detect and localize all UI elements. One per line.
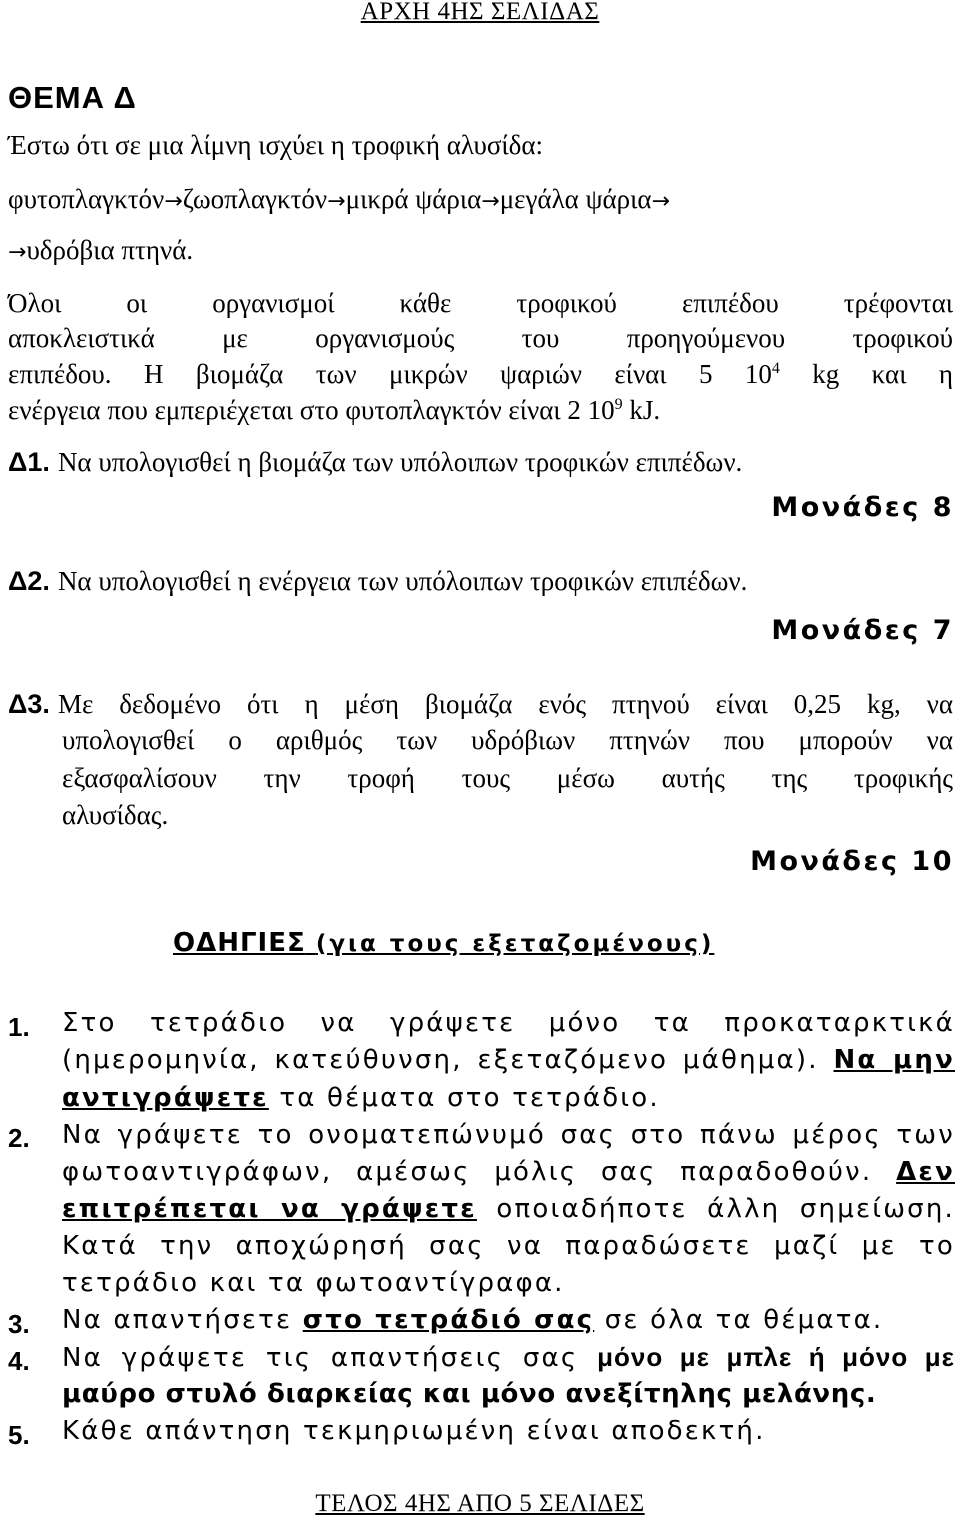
question-text: Να υπολογισθεί η ενέργεια των υπόλοιπων τροφικών επιπέδων. (57, 566, 748, 596)
instruction-5-line: Κάθε απάντηση τεκμηριωμένη είναι αποδεκτή. (62, 1416, 766, 1446)
question-label: Δ1. (8, 447, 50, 477)
instruction-number: 3. (8, 1309, 30, 1339)
question-d2 (8, 563, 747, 599)
instruction-2-line (62, 1154, 955, 1191)
food-chain-line-1 (8, 181, 670, 220)
paragraph-line (8, 356, 953, 392)
instruction-text: Να απαντήσετε (62, 1305, 303, 1335)
instruction-4-line (62, 1339, 955, 1377)
chain-item: υδρόβια πτηνά. (26, 235, 194, 265)
instruction-text: (ημερομηνία, κατεύθυνση, εξεταζόμενο μάθημα). (62, 1045, 834, 1075)
paragraph-text: ενέργεια που εμπεριέχεται στο φυτοπλαγκτόν είναι 2 10 (8, 395, 615, 425)
chain-item: φυτοπλαγκτόν (8, 184, 165, 214)
instructions-subtitle: (για τους εξεταζομένους) (315, 931, 715, 957)
instructions-heading: ΟΔΗΓΙΕΣ (173, 928, 306, 958)
instruction-number: 4. (8, 1346, 30, 1376)
instruction-text: φωτοαντιγράφων, αμέσως μόλις σας παραδοθούν. (62, 1157, 897, 1187)
food-chain-line-2 (8, 232, 193, 271)
instruction-4-line: μαύρο στυλό διαρκείας και μόνο ανεξίτηλης μελάνης. (62, 1379, 877, 1409)
points-d2: Μονάδες 7 (771, 615, 954, 646)
paragraph-text: kJ. (622, 395, 661, 425)
paragraph-line: αποκλειστικά με οργανισμούς του προηγούμενου τροφικού (8, 323, 953, 353)
question-text: εξασφαλίσουν την τροφή τους μέσω αυτής της τροφικής (62, 763, 953, 793)
points-d1: Μονάδες 8 (771, 492, 954, 523)
arrow-right-icon: → (8, 240, 27, 265)
arrow-right-icon: → (651, 189, 670, 214)
question-text: υπολογισθεί ο αριθμός των υδρόβιων πτηνών που μπορούν να (62, 725, 953, 755)
instruction-3-line (62, 1302, 955, 1339)
paragraph-text: kg και η (779, 359, 953, 389)
instruction-emphasis: αντιγράψετε (62, 1083, 269, 1113)
question-label: Δ3. (8, 689, 50, 719)
question-d3 (8, 686, 953, 722)
question-label: Δ2. (8, 566, 50, 596)
instruction-number: 2. (8, 1123, 30, 1153)
instruction-emphasis: επιτρέπεται να γράψετε (62, 1194, 477, 1224)
page-header: ΑΡΧΗ 4ΗΣ ΣΕΛΙΔΑΣ (360, 0, 600, 25)
instruction-1-line (62, 1080, 955, 1117)
instruction-emphasis: Να μην (833, 1045, 955, 1075)
intro-line: Έστω ότι σε μια λίμνη ισχύει η τροφική αλυσίδα: (8, 130, 544, 160)
instruction-1-line: Στο τετράδιο να γράψετε μόνο τα προκαταρκτικά (62, 1008, 955, 1038)
instruction-text: σε όλα τα θέματα. (594, 1305, 884, 1335)
instruction-1-line (62, 1042, 955, 1079)
instruction-text: τα θέματα στο τετράδιο. (268, 1083, 660, 1113)
question-text: Να υπολογισθεί η βιομάζα των υπόλοιπων τροφικών επιπέδων. (57, 447, 743, 477)
instruction-number: 1. (8, 1012, 30, 1042)
instruction-2-line: Να γράψετε το ονοματεπώνυμό σας στο πάνω μέρος των (62, 1120, 955, 1150)
paragraph-line (8, 392, 660, 428)
question-text: Με δεδομένο ότι η μέση βιομάζα ενός πτηνού είναι 0,25 kg, να (57, 689, 953, 719)
question-text: αλυσίδας. (62, 800, 169, 830)
instruction-emphasis: στο τετράδιό σας (302, 1305, 595, 1335)
instruction-text: Να γράψετε τις απαντήσεις σας (62, 1343, 598, 1373)
instruction-2-line: Κατά την αποχώρησή σας να παραδώσετε μαζί με το (62, 1231, 955, 1261)
chain-item: ζωοπλαγκτόν (182, 184, 328, 214)
instruction-2-line (62, 1191, 955, 1228)
instruction-number: 5. (8, 1420, 30, 1450)
arrow-right-icon: → (327, 189, 346, 214)
arrow-right-icon: → (164, 189, 183, 214)
exponent: 9 (614, 396, 623, 413)
points-d3: Μονάδες 10 (750, 846, 954, 877)
instruction-2-line: τετράδιο και τα φωτοαντίγραφα. (62, 1268, 565, 1298)
chain-item: μεγάλα ψάρια (499, 184, 652, 214)
instructions-title (173, 928, 714, 958)
instruction-emphasis: Δεν (896, 1157, 955, 1187)
chain-item: μικρά ψάρια (345, 184, 482, 214)
exponent: 4 (771, 360, 780, 377)
instruction-text: οποιαδήποτε άλλη σημείωση. (476, 1194, 955, 1224)
paragraph-text: επιπέδου. Η βιομάζα των μικρών ψαριών είναι 5 10 (8, 359, 772, 389)
page-footer: ΤΕΛΟΣ 4ΗΣ ΑΠΟ 5 ΣΕΛΙΔΕΣ (315, 1490, 645, 1517)
paragraph-line: Όλοι οι οργανισμοί κάθε τροφικού επιπέδου τρέφονται (8, 288, 953, 318)
arrow-right-icon: → (481, 189, 500, 214)
question-d1 (8, 444, 742, 480)
instruction-emphasis: μόνο με μπλε ή μόνο με (597, 1342, 955, 1372)
topic-title: ΘΕΜΑ Δ (8, 80, 137, 115)
